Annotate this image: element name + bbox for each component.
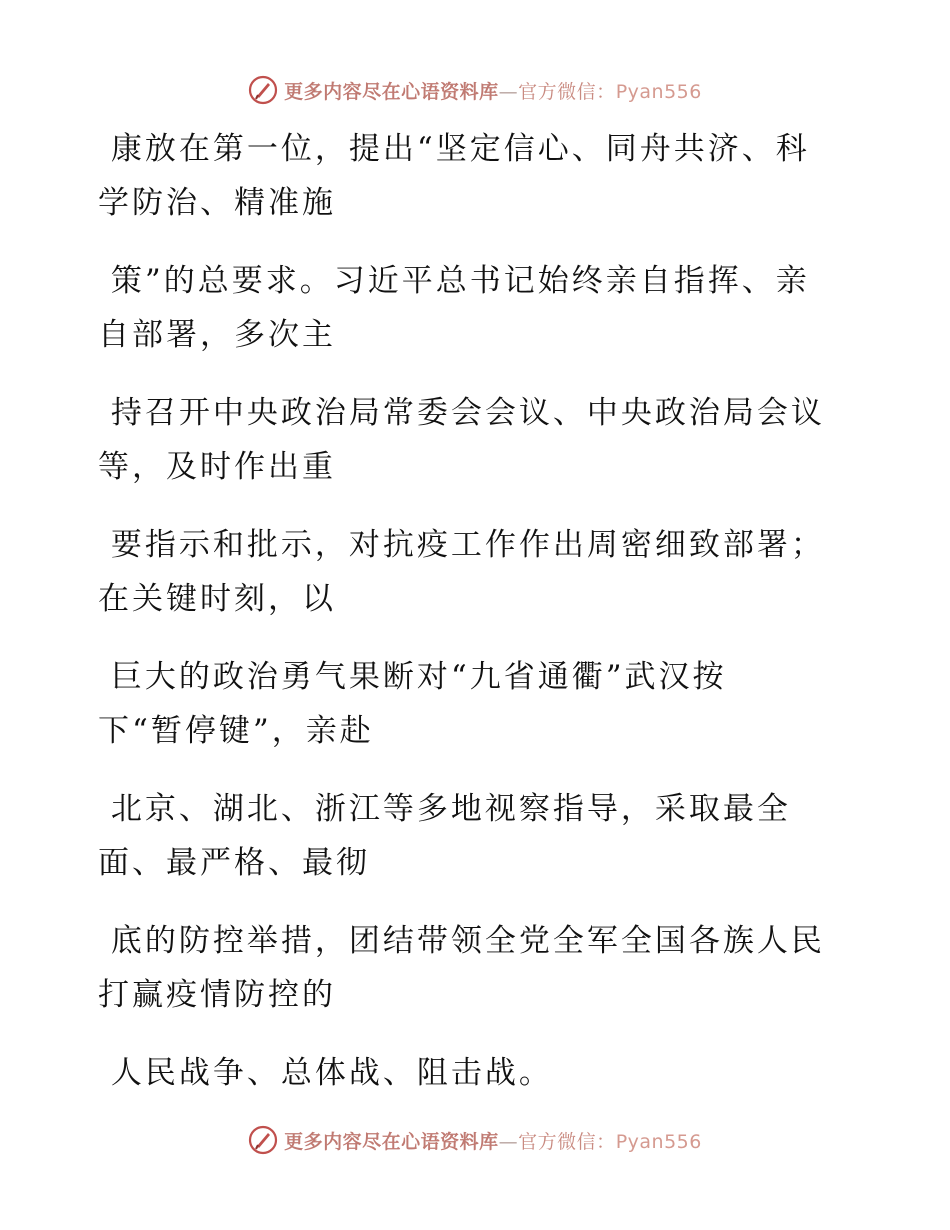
watermark-wechat-id: Pyan556 [615,1130,702,1153]
paragraph-line: 学防治、精准施 [98,185,336,221]
paragraph-line: 底的防控举措，团结带领全党全军全国各族人民 [98,923,825,959]
paragraph-line: 北京、湖北、浙江等多地视察指导，采取最全 [98,791,791,827]
paragraph [98,254,858,362]
quill-logo-icon [248,1125,278,1155]
watermark-label: 官方微信： [518,1130,616,1153]
paragraph [98,1046,858,1100]
paragraph [98,782,858,890]
paragraph-line: 面、最严格、最彻 [98,845,370,881]
paragraph-line: 巨大的政治勇气果断对“九省通衢”武汉按 [98,659,727,695]
paragraph-line: 打赢疫情防控的 [98,977,336,1013]
watermark-separator: — [498,80,519,103]
paragraph-line: 策”的总要求。习近平总书记始终亲自指挥、亲 [98,263,810,299]
paragraph [98,914,858,1022]
quill-logo-icon [248,75,278,105]
paragraph-line: 在关键时刻，以 [98,581,336,617]
document-body [98,122,858,1100]
watermark-site-name: 更多内容尽在心语资料库 [284,1130,499,1153]
paragraph-line: 自部署，多次主 [98,317,336,353]
paragraph [98,122,858,230]
watermark-site-name: 更多内容尽在心语资料库 [284,80,499,103]
paragraph-line: 下“暂停键”，亲赴 [98,713,374,749]
paragraph-line: 等，及时作出重 [98,449,336,485]
paragraph [98,386,858,494]
paragraph-line: 人民战争、总体战、阻击战。 [98,1055,553,1091]
paragraph-line: 要指示和批示，对抗疫工作作出周密细致部署； [98,527,825,563]
paragraph-line: 康放在第一位，提出“坚定信心、同舟共济、科 [98,131,810,167]
watermark-text [284,77,702,104]
paragraph [98,518,858,626]
paragraph [98,650,858,758]
paragraph-line: 持召开中央政治局常委会会议、中央政治局会议 [98,395,825,431]
footer-watermark [0,1120,950,1160]
watermark-text [284,1127,702,1154]
watermark-separator: — [498,1130,519,1153]
header-watermark [0,70,950,110]
watermark-wechat-id: Pyan556 [615,80,702,103]
watermark-label: 官方微信： [518,80,616,103]
